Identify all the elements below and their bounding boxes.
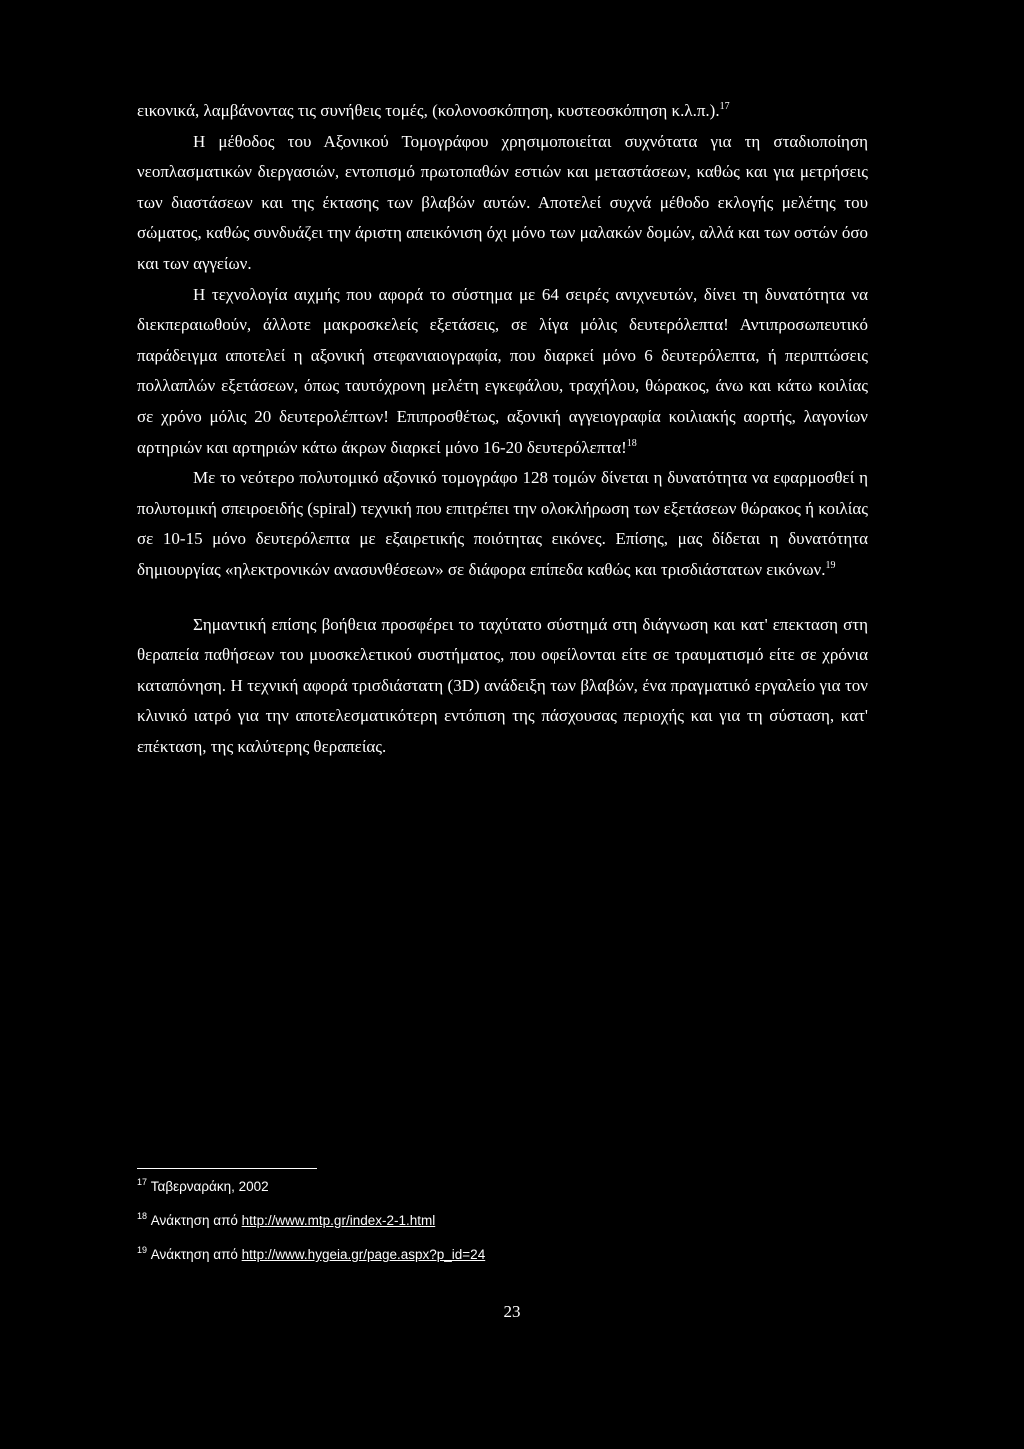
footnote-divider [137,1168,317,1169]
paragraph-continuation: εικονικά, λαμβάνοντας τις συνήθεις τομές, (κολονοσκόπηση, κυστεοσκόπηση κ.λ.π.).$^{17}$ [137,101,730,120]
footnote-ref-17[interactable]: 17 [719,101,730,112]
paragraph-64-slice: Η τεχνολογία αιχμής που αφορά το σύστημα με 64 σειρές ανιχνευτών, δίνει τη δυνατότητα να διεκπεραιωθούν, άλλοτε μακροσκελείς εξετάσεις, σε λίγα μόλις δευτερόλεπτα! Αντιπροσωπευτικό παράδειγμα αποτελεί η αξονική στεφανιαιογραφία, που διαρκεί μόνο 6 δευτερόλεπτα, ή περιπτώσεις πολλαπλών εξετάσεων, όπως ταυτόχρονη μελέτη εγκεφάλου, τραχήλου, θώρακος, άνω και κάτω κοιλίας σε χρόνο μόλις 20 δευτερολέπτων! Επιπροσθέτως, αξονική αγγειογραφία κοιλιακής αορτής, λαγονίων αρτηριών και αρτηριών κάτω άκρων διαρκεί μόνο 16-20 δευτερόλεπτα!$^{18}$ [137,284,868,457]
page-number: 23 [503,1302,521,1321]
footnote-ref-19[interactable]: 19 [825,559,836,571]
footnote-19: $^{19}$ Ανάκτηση από http://www.hygeia.gr/page.aspx?p_id=24 [137,1245,486,1262]
paragraph-ct-method: Η μέθοδος του Αξονικού Τομογράφου χρησιμοποιείται συχνότατα για τη σταδιοποίηση νεοπλασματικών διεργασιών, εντοπισμό πρωτοπαθών εστιών και μεταστάσεων, καθώς και για μετρήσεις των διαστάσεων και της έκτασης των βλαβών αυτών. Αποτελεί συχνά μέθοδο εκλογής μελέτης του σώματος, καθώς συνδυάζει την άριστη απεικόνιση όχι μόνο των μαλακών δομών, αλλά και των οστών όσο και των αγγείων. [137,131,868,273]
footnote-18-link[interactable]: http://www.mtp.gr/index-2-1.html [241,1213,436,1228]
page-body [137,96,868,762]
footnotes [137,1178,868,1280]
paragraph-musculoskeletal: Σημαντική επίσης βοήθεια προσφέρει το ταχύτατο σύστημά στη διάγνωση και κατ' επεκταση στη θεραπεία παθήσεων του μυοσκελετικού συστήματος, που οφείλονται είτε σε τραυματισμό είτε σε χρόνια καταπόνηση. Η τεχνική αφορά τρισδιάστατη (3D) ανάδειξη των βλαβών, ένα πραγματικό εργαλείο για τον κλινικό ιατρό για την αποτελεσματικότερη εντόπιση της πάσχουσας περιοχής και για τη σύσταση, κατ' επέκταση, της καλύτερης θεραπείας. [137,614,868,756]
footnote-19-link[interactable]: http://www.hygeia.gr/page.aspx?p_id=24 [241,1247,486,1262]
footnote-18: $^{18}$ Ανάκτηση από http://www.mtp.gr/index-2-1.html [137,1211,436,1228]
paragraph-128-slice: Με το νεότερο πολυτομικό αξονικό τομογράφο 128 τομών δίνεται η δυνατότητα να εφαρμοσθεί η πολυτομική σπειροειδής (spiral) τεχνική που επιτρέπει την ολοκλήρωση των εξετάσεων θώρακος ή κοιλίας σε 10-15 μόνο δευτερόλεπτα με εξαιρετικής ποιότητας εικόνες. Επίσης, μας δίδεται η δυνατότητα δημιουργίας «ηλεκτρονικών ανασυνθέσεων» σε διάφορα επίπεδα καθώς και τρισδιάστατων εικόνων.$^{19}$ [137,468,868,579]
footnote-ref-18[interactable]: 18 [626,437,637,449]
footnote-17: $^{17}$ Ταβερναράκη, 2002 [137,1177,269,1194]
